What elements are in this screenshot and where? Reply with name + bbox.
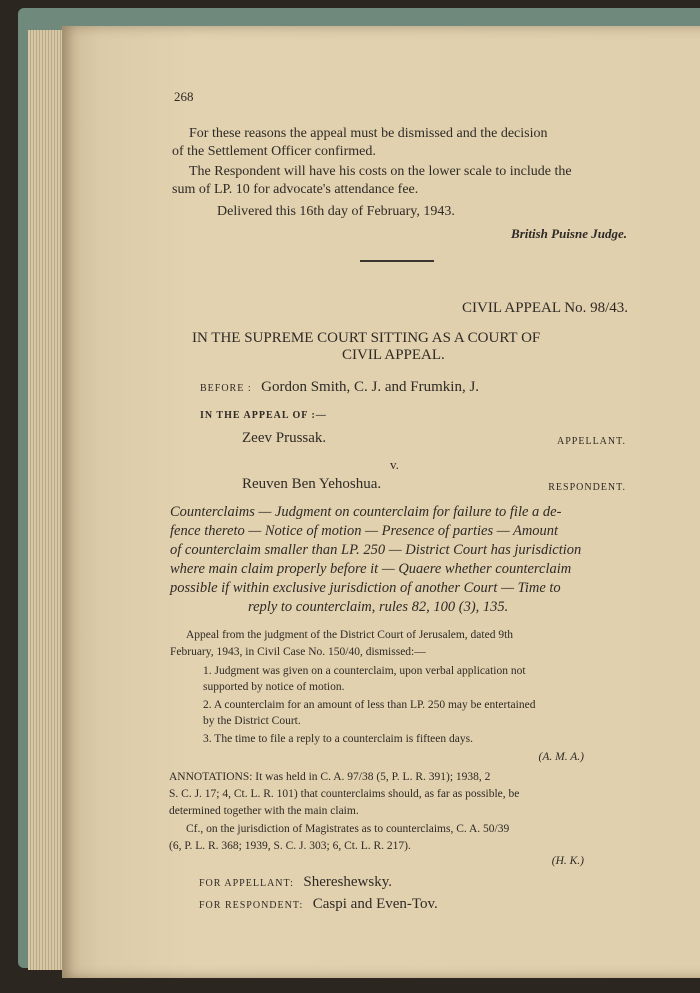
- court-title-line1: IN THE SUPREME COURT SITTING AS A COURT OF: [192, 330, 541, 346]
- court-title-line2: CIVIL APPEAL.: [342, 347, 445, 363]
- summary-intro-line1: Appeal from the judgment of the District Court of Jerusalem, dated 9th: [186, 629, 514, 641]
- before-judges: Gordon Smith, C. J. and Frumkin, J.: [261, 379, 480, 395]
- annotations-line2: S. C. J. 17; 4, Ct. L. R. 101) that counterclaims should, as far as possible, be: [169, 788, 520, 800]
- summary-item1-line1: 1. Judgment was given on a counterclaim, upon verbal application not: [203, 665, 526, 677]
- annotations-cf-line2: (6, P. L. R. 368; 1939, S. C. J. 303; 6, Ct. L. R. 217).: [169, 840, 411, 852]
- headnote-line-5: possible if within exclusive jurisdiction of another Court — Time to: [170, 580, 561, 596]
- prev-para2-line2: sum of LP. 10 for advocate's attendance fee.: [172, 182, 419, 197]
- headnote-line-3: of counterclaim smaller than LP. 250 — District Court has jurisdiction: [170, 542, 582, 558]
- before-label: BEFORE :: [200, 383, 252, 394]
- summary-item2-line1: 2. A counterclaim for an amount of less than LP. 250 may be entertained: [203, 699, 536, 711]
- case-number: CIVIL APPEAL No. 98/43.: [462, 300, 628, 316]
- appeal-of-label: IN THE APPEAL OF :—: [200, 410, 327, 421]
- annotations-initials: (H. K.): [551, 855, 584, 867]
- summary-item3: 3. The time to file a reply to a counterclaim is fifteen days.: [203, 733, 473, 745]
- section-divider: [360, 260, 434, 262]
- respondent-label: RESPONDENT.: [548, 482, 626, 493]
- prev-para2-line1: The Respondent will have his costs on the lower scale to include the: [189, 164, 572, 179]
- prev-para1-line1: For these reasons the appeal must be dismissed and the decision: [189, 126, 548, 141]
- counsel-appellant: [199, 873, 392, 893]
- headnote-line-1: Counterclaims — Judgment on counterclaim for failure to file a de-: [170, 504, 562, 520]
- summary-intro-line2: February, 1943, in Civil Case No. 150/40, dismissed:—: [170, 646, 426, 658]
- headnote-line-4: where main claim properly before it — Quaere whether counterclaim: [170, 561, 572, 577]
- appellant-label: APPELLANT.: [557, 436, 626, 447]
- counsel-respondent-name: Caspi and Even-Tov.: [312, 896, 438, 912]
- headnote-line-6: reply to counterclaim, rules 82, 100 (3), 135.: [248, 599, 509, 615]
- respondent-name: Reuven Ben Yehoshua.: [242, 476, 382, 492]
- book-page: [62, 26, 700, 978]
- appellant-name: Zeev Prussak.: [242, 430, 327, 446]
- counsel-respondent-label: FOR RESPONDENT:: [199, 900, 304, 911]
- prev-para1-line2: of the Settlement Officer confirmed.: [172, 144, 376, 159]
- counsel-appellant-name: Shereshewsky.: [303, 874, 392, 890]
- judge-signature: British Puisne Judge.: [511, 226, 627, 241]
- summary-item1-line2: supported by notice of motion.: [203, 681, 345, 693]
- counsel-appellant-label: FOR APPELLANT:: [199, 878, 294, 889]
- annotations-line3: determined together with the main claim.: [169, 805, 359, 817]
- counsel-respondent: [199, 895, 438, 915]
- summary-initials: (A. M. A.): [538, 751, 584, 763]
- versus: v.: [390, 457, 399, 472]
- headnote-line-2: fence thereto — Notice of motion — Presence of parties — Amount: [170, 523, 559, 539]
- before-line: [200, 378, 479, 398]
- summary-item2-line2: by the District Court.: [203, 715, 301, 727]
- delivered-line: Delivered this 16th day of February, 1943.: [217, 204, 455, 219]
- annotations-line1: ANNOTATIONS: It was held in C. A. 97/38 (5, P. L. R. 391); 1938, 2: [169, 771, 491, 783]
- page-number: 268: [174, 89, 194, 104]
- annotations-cf-line1: Cf., on the jurisdiction of Magistrates as to counterclaims, C. A. 50/39: [186, 823, 510, 835]
